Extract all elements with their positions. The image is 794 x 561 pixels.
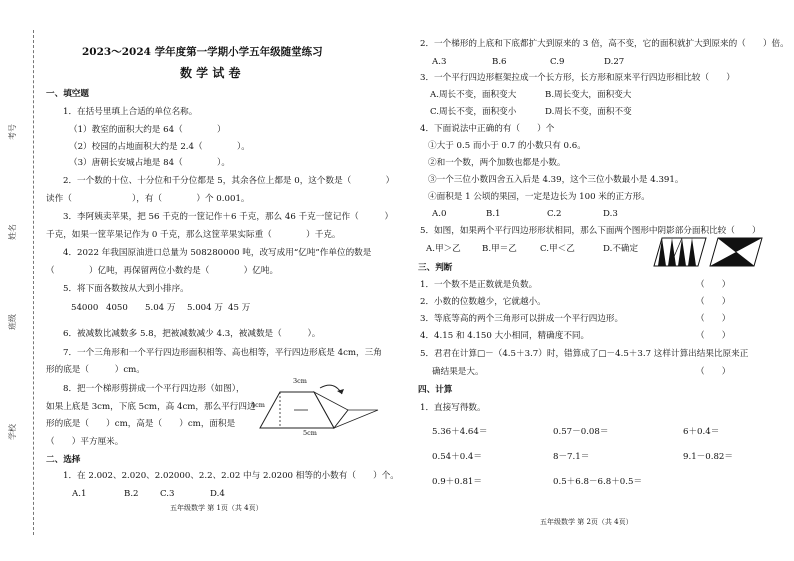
- q1-7b: 形的底是（ ）cm。: [46, 365, 145, 375]
- q2-4-opt-b: B.1: [486, 209, 501, 219]
- judge-3: 3．等底等高的两个三角形可以拼成一个平行四边形。: [420, 314, 624, 324]
- q1-5-num-5: 45 万: [228, 303, 251, 313]
- judge-3-paren: （ ）: [696, 314, 731, 324]
- section-2-heading: 二、选择: [46, 455, 81, 465]
- q2-5-opt-b: B.甲＝乙: [482, 244, 517, 254]
- q2-2-opt-c: C.9: [550, 57, 565, 67]
- q2-3-opt-c: C.周长不变，面积变小: [430, 107, 517, 117]
- q2-2-opt-a: A.3: [432, 57, 447, 67]
- judge-2: 2．小数的位数越少，它就越小。: [420, 297, 546, 307]
- q2-2-opt-d: D.27: [604, 57, 625, 67]
- section-1-heading: 一、填空题: [46, 89, 89, 99]
- q1-5-num-3: 5.04 万: [145, 303, 176, 313]
- binding-class-label: 班级: [8, 314, 17, 330]
- q2-4-opt-c: C.2: [547, 209, 562, 219]
- calc-r2c3: 9.1－0.82＝: [683, 452, 733, 462]
- calc-r2c1: 0.54＋0.4＝: [432, 452, 482, 462]
- footer-right: 五年级数学 第 2页（共 4页）: [540, 518, 633, 526]
- q2-3-opt-b: B.周长变大，面积变大: [545, 90, 632, 100]
- calc-sub-heading: 1．直接写得数。: [420, 403, 486, 413]
- binding-line: [33, 30, 34, 535]
- section-3-heading: 三、判断: [418, 263, 453, 273]
- q1-8d: （ ）平方厘米。: [46, 437, 124, 447]
- judge-4: 4．4.15 和 4.150 大小相同，精确度不同。: [420, 331, 590, 341]
- q1-3a: 3．李阿姨卖苹果，把 56 千克的一筐记作＋6 千克，那么 46 千克一筐记作（ ）: [63, 212, 394, 222]
- q2-4-opt-d: D.3: [603, 209, 618, 219]
- binding-number-label: 考号: [8, 124, 17, 140]
- q2-4-s3: ③一个三位小数四舍五入后是 4.39，这个三位小数最小是 4.391。: [428, 175, 684, 185]
- calc-r2c2: 8－7.1＝: [553, 452, 590, 462]
- q1-5-num-2: 4050: [106, 303, 128, 313]
- exam-subtitle: 数 学 试 卷: [180, 66, 241, 80]
- calc-r3c2: 0.5＋6.8－6.8＋0.5＝: [553, 477, 643, 487]
- q2-1-opt-b: B.2: [124, 489, 139, 499]
- q2-3-opt-d: D.周长不变，面积不变: [545, 107, 632, 117]
- q1-8a: 8．把一个梯形剪拼成一个平行四边形（如图），: [63, 384, 245, 394]
- q1-4b: （ ）亿吨，再保留两位小数约是（ ）亿吨。: [46, 266, 279, 276]
- q1-5-num-1: 54000: [71, 303, 99, 313]
- calc-r1c2: 0.57－0.08＝: [553, 427, 609, 437]
- figure-jia-parallelogram: [652, 236, 708, 268]
- q2-3-opt-a: A.周长不变，面积变大: [430, 90, 517, 100]
- q2-1-opt-c: C.3: [160, 489, 175, 499]
- q1-1a: （1）教室的面积大约是 64（ ）: [69, 125, 226, 135]
- q1-1: 1．在括号里填上合适的单位名称。: [63, 107, 198, 117]
- q2-5-opt-a: A.甲＞乙: [426, 244, 461, 254]
- q2-5-opt-d: D.不确定: [603, 244, 639, 254]
- q1-8c: 形的底是（ ）cm，高是（ ）cm，面积是: [46, 419, 236, 429]
- q2-4-opt-a: A.0: [432, 209, 447, 219]
- binding-name-label: 姓名: [8, 224, 17, 240]
- binding-school-label: 学校: [8, 424, 17, 440]
- q2-4: 4．下面说法中正确的有（ ）个: [420, 124, 555, 134]
- judge-1-paren: （ ）: [696, 280, 731, 290]
- calc-r1c1: 5.36＋4.64＝: [432, 427, 488, 437]
- fig-top-label: 3cm: [293, 377, 307, 385]
- fig-bottom-label: 5cm: [303, 429, 317, 437]
- q2-5: 5．如图，如果两个平行四边形形状相同，那么下面两个图形中阴影部分面积比较（ ）: [420, 226, 761, 236]
- q1-8b: 如果上底是 3cm，下底 5cm，高 4cm，那么平行四边: [46, 402, 256, 412]
- calc-r3c1: 0.9＋0.81＝: [432, 477, 482, 487]
- judge-2-paren: （ ）: [696, 297, 731, 307]
- figure-yi-parallelogram: [708, 236, 764, 268]
- q2-1-opt-d: D.4: [210, 489, 225, 499]
- q1-5-num-4: 5.004 万: [187, 303, 223, 313]
- q2-4-s4: ④面积是 1 公顷的果园，一定是边长为 100 米的正方形。: [428, 192, 650, 202]
- q1-6: 6．被减数比减数多 5.8，把被减数减少 4.3，被减数是（ ）。: [63, 329, 321, 339]
- q2-1-opt-a: A.1: [72, 489, 87, 499]
- q2-4-s2: ②和一个数，两个加数也都是小数。: [428, 158, 566, 168]
- q1-5: 5．将下面各数按从大到小排序。: [63, 284, 189, 294]
- q1-1c: （3）唐朝长安城占地是 84（ ）。: [69, 158, 230, 168]
- footer-left: 五年级数学 第 1页（共 4页）: [170, 504, 263, 512]
- judge-5-paren: （ ）: [696, 367, 731, 377]
- q1-3b: 千克，如果一筐苹果记作为 0 千克，那么这筐苹果实际重（ ）千克。: [46, 230, 341, 240]
- judge-5b: 确结果是大。: [432, 367, 484, 377]
- calc-r1c3: 6＋0.4＝: [683, 427, 720, 437]
- q1-2a: 2．一个数的十位、十分位和千分位都是 5，其余各位上都是 0，这个数是（ ）: [63, 176, 395, 186]
- q2-4-s1: ①大于 0.5 而小于 0.7 的小数只有 0.6。: [428, 141, 586, 151]
- exam-title: 2023～2024 学年度第一学期小学五年级随堂练习: [82, 46, 323, 58]
- q1-2b: 读作（ ），有（ ）个 0.001。: [46, 194, 250, 204]
- q1-4a: 4．2022 年我国原油进口总量为 508280000 吨，改写成用“亿吨”作单位的数是: [63, 248, 372, 258]
- trapezoid-figure: [250, 378, 385, 440]
- q2-2-opt-b: B.6: [492, 57, 507, 67]
- q2-2: 2．一个梯形的上底和下底都扩大到原来的 3 倍，高不变，它的面积就扩大到原来的（ ）倍。: [420, 39, 789, 49]
- q1-7a: 7．一个三角形和一个平行四边形面积相等、高也相等，平行四边形底是 4cm，三角: [63, 348, 382, 358]
- section-4-heading: 四、计算: [418, 385, 453, 395]
- q2-5-opt-c: C.甲＜乙: [540, 244, 575, 254]
- judge-4-paren: （ ）: [696, 331, 731, 341]
- q1-1b: （2）校园的占地面积大约是 2.4（ ）。: [69, 142, 250, 152]
- fig-left-label: 4cm: [251, 401, 265, 409]
- judge-1: 1．一个数不是正数就是负数。: [420, 280, 538, 290]
- judge-5a: 5．君君在计算□－（4.5＋3.7）时，错算成了□－4.5＋3.7 这样计算出结果比原来正: [420, 349, 749, 359]
- q2-1: 1．在 2.002、2.020、2.02000、2.2、2.02 中与 2.0200 相等的小数有（ ）个。: [63, 471, 399, 481]
- q2-3: 3．一个平行四边形框架拉成一个长方形，长方形和原来平行四边形相比较（ ）: [420, 73, 735, 83]
